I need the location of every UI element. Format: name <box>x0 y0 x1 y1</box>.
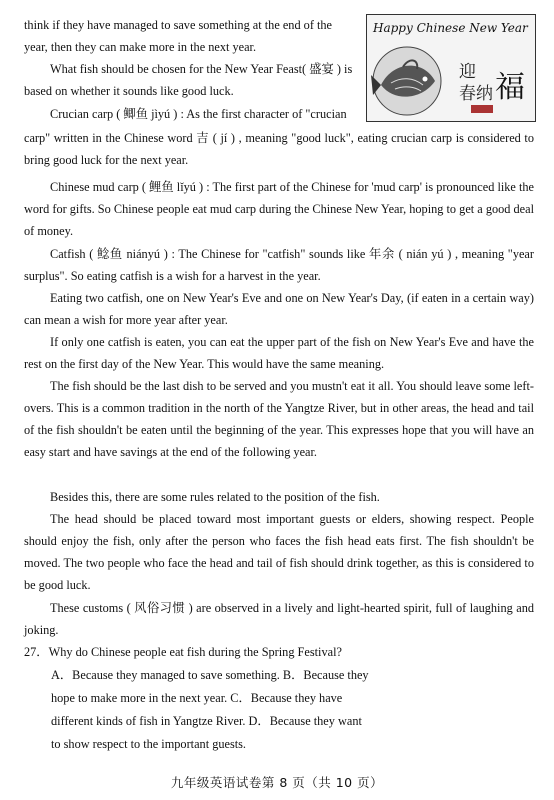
new-year-illustration <box>366 14 536 122</box>
page-footer: 九年级英语试卷第 8 页（共 10 页） <box>170 775 384 790</box>
paragraph-7: If only one catfish is eaten, you can eat the upper part of the fish on New Year's Eve and have the rest on the first day of the New Year. This would have the same meaning. <box>24 335 534 371</box>
paragraph-6: Eating two catfish, one on New Year's Eve and one on New Year's Day, (if eaten in a certain way) can mean a wish for more year after year. <box>24 291 534 327</box>
paragraph-3-start: Crucian carp ( 鲫鱼 jìyú ) : As the first character of "crucian <box>50 107 347 121</box>
svg-text:春纳: 春纳 <box>459 84 493 104</box>
fish-calligraphy-icon <box>367 39 535 121</box>
question-27-options-line-1: A．Because they managed to save something. B．Because they <box>51 668 369 682</box>
question-27-options-line-2: hope to make more in the next year. C．Because they have <box>51 691 343 705</box>
svg-text:福: 福 <box>495 70 525 105</box>
question-27-options-line-4: to show respect to the important guests. <box>51 737 247 751</box>
paragraph-8: The fish should be the last dish to be served and you mustn't eat it all. You should leave some left-overs. This is a common tradition in the north of the Yangtze River, but in other areas, the head and tail of the fish shouldn't be eaten until the beginning of the year. This expresses hope that you will have an easy start and have savings at the end of the following year. <box>24 379 534 459</box>
paragraph-4: Chinese mud carp ( 鲤鱼 lǐyú ) : The first part of the Chinese for 'mud carp' is pronounced like the word for gifts. So Chinese people eat mud carp during the Chinese New Year, hoping to get a good deal of money. <box>24 180 534 238</box>
illustration-caption: Happy Chinese New Year <box>373 21 528 35</box>
paragraph-10: The head should be placed toward most important guests or elders, showing respect. People should enjoy the fish, only after the person who faces the fish head eats first. The fish shouldn't be moved. The two people who face the head and tail of fish should drink together, as this is considered to be good luck. <box>24 512 534 592</box>
paragraph-2: What fish should be chosen for the New Year Feast( 盛宴 ) is based on whether it sounds like good luck. <box>24 62 353 98</box>
question-27-options-line-3: different kinds of fish in Yangtze River. D．Because they want <box>51 714 362 728</box>
calligraphy-text: 迎 <box>459 62 476 82</box>
question-27-stem: 27．Why do Chinese people eat fish during the Spring Festival? <box>24 645 342 659</box>
paragraph-3-cont: carp" written in the Chinese word 吉 ( jí ) , meaning "good luck", eating crucian carp is considered to bring good luck for the next year. <box>24 131 534 167</box>
paragraph-11: These customs ( 风俗习惯 ) are observed in a lively and light-hearted spirit, full of laughing and joking. <box>24 601 534 637</box>
paragraph-9: Besides this, there are some rules related to the position of the fish. <box>50 490 380 504</box>
paragraph-1: think if they have managed to save something at the end of the year, then they can make more in the next year. <box>24 18 333 54</box>
paragraph-5: Catfish ( 鲶鱼 niányú ) : The Chinese for "catfish" sounds like 年余 ( nián yú ) , meaning "year surplus". So eating catfish is a wish for a harvest in the year. <box>24 247 534 283</box>
